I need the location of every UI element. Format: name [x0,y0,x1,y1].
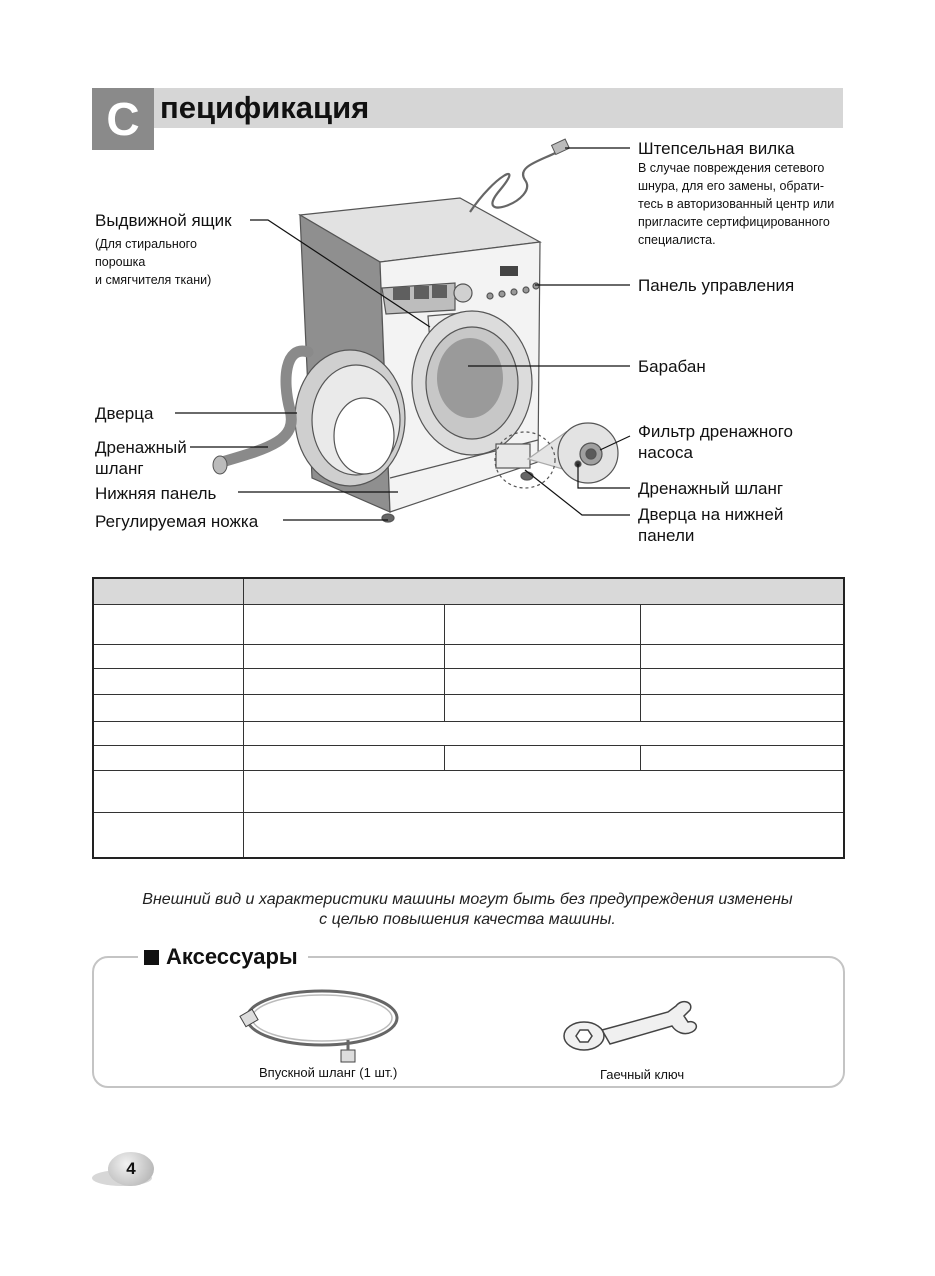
label-drawer-note-1: (Для стирального [95,237,197,251]
disclaimer-line-1: Внешний вид и характеристики машины могут быть без предупреждения изменены [142,891,793,908]
table-cell [640,745,844,770]
spec-table [92,577,845,859]
table-cell [93,578,243,604]
table-cell [93,745,243,770]
accessories-box [92,956,845,1088]
label-adjustable-foot: Регулируемая ножка [95,512,259,531]
title-badge: С [92,88,154,150]
table-cell [243,604,444,644]
table-cell [93,770,243,812]
label-control-panel: Панель управления [638,276,795,295]
power-cord-illustration [470,148,565,212]
label-plug-note-4: пригласите сертифицированного [638,215,830,229]
table-cell [243,770,844,812]
label-pump-filter-1: Фильтр дренажного [638,422,794,441]
table-cell [640,604,844,644]
label-plug: Штепсельная вилка [638,139,795,158]
table-row [93,644,844,668]
table-cell [93,644,243,668]
table-row [93,604,844,644]
table-cell [243,578,844,604]
page-number: 4 [126,1159,136,1178]
open-door-illustration [295,350,405,486]
square-bullet-icon [144,950,159,965]
label-drawer-note-3: и смягчителя ткани) [95,273,212,287]
label-door: Дверца [95,404,154,423]
accessories-title: Аксессуары [166,944,298,969]
table-cell [243,644,444,668]
table-row [93,694,844,721]
table-row [93,770,844,812]
table-cell [243,721,844,745]
label-plug-note-1: В случае повреждения сетевого [638,161,825,175]
table-cell [640,694,844,721]
disclaimer-line-2: с целью повышения качества машины. [319,911,616,928]
table-cell [243,745,444,770]
table-cell [444,604,640,644]
page-title: пецификация [160,90,370,125]
table-cell [93,604,243,644]
table-cell [243,694,444,721]
table-header-row [93,578,844,604]
table-cell [444,694,640,721]
disclaimer-note [60,890,875,930]
table-cell [93,694,243,721]
table-cell [444,668,640,694]
label-lower-panel-door-1: Дверца на нижней [638,505,784,524]
table-cell [640,644,844,668]
table-cell [444,644,640,668]
label-drawer: Выдвижной ящик [95,211,232,230]
table-cell [93,668,243,694]
label-drawer-note-2: порошка [95,255,146,269]
table-row [93,812,844,858]
label-pump-filter-2: насоса [638,443,693,462]
table-row [93,745,844,770]
label-plug-note-2: шнура, для его замены, обрати- [638,179,825,193]
table-row [93,721,844,745]
table-cell [93,721,243,745]
table-row [93,668,844,694]
label-drain-hose-left-2: шланг [95,459,144,478]
drain-hose-illustration [222,351,308,462]
label-plug-note-5: специалиста. [638,233,716,247]
table-cell [444,745,640,770]
label-plug-note-3: тесь в авторизованный центр или [638,197,835,211]
label-lower-panel: Нижняя панель [95,484,217,503]
table-cell [243,812,844,858]
label-drum: Барабан [638,357,706,376]
accessories-heading [138,944,308,970]
label-lower-panel-door-2: панели [638,526,695,545]
table-cell [243,668,444,694]
plug-illustration [552,139,570,154]
table-cell [640,668,844,694]
label-drain-hose-right: Дренажный шланг [638,479,784,498]
accessory-label-wrench: Гаечный ключ [600,1067,685,1082]
table-cell [93,812,243,858]
accessory-label-inlet-hose: Впускной шланг (1 шт.) [259,1065,398,1080]
label-drain-hose-left-1: Дренажный [95,438,187,457]
